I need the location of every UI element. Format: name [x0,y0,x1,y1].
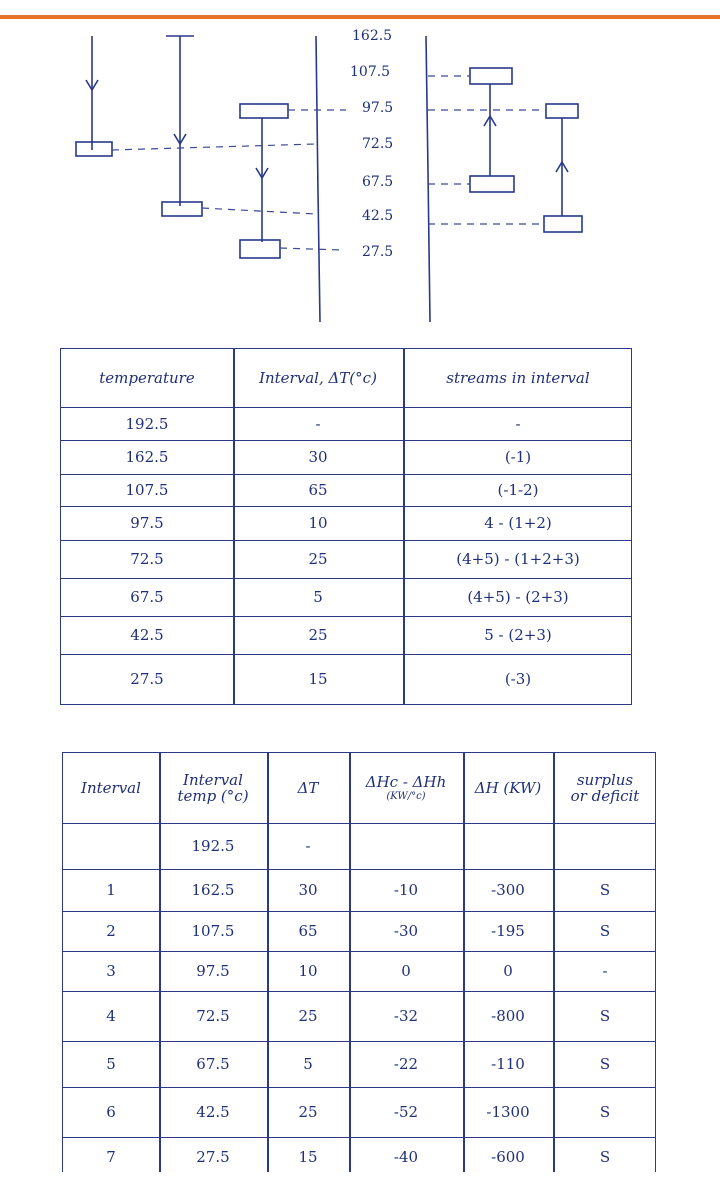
interval-cell: 3 [106,962,116,980]
interval-cell: 65 [308,481,328,499]
interval-cell: 7 [106,1148,116,1166]
temperature-cell: 27.5 [130,670,164,688]
streams-cell: - [515,414,521,433]
table-row [63,911,655,952]
stream-box [240,240,280,258]
surplus-cell [553,823,657,869]
surplus-cell: S [599,881,611,899]
problem-table [62,752,656,1172]
column-divider [403,349,405,704]
temp-cell: 162.5 [191,881,235,899]
header-interval-temp [159,753,267,823]
streams-cell: 4 - (1+2) [484,514,552,532]
dashed-link [112,144,316,150]
delta-h-cell: 0 [503,962,513,980]
problem-table-header [63,753,655,824]
delta-t-cell: 5 [303,1055,313,1073]
temperature-cell: 67.5 [130,588,164,606]
temp-label-107: 107.5 [350,64,391,80]
dashed-link [280,248,342,250]
interval-cell: 2 [106,922,116,940]
table-row [63,1087,655,1138]
temperature-cell: 72.5 [130,550,164,568]
table-row [61,540,631,579]
table-row [63,991,655,1042]
stream-box [470,68,512,84]
delta-h-rate-cell: -52 [393,1103,419,1121]
temp-label-162: 162.5 [352,28,393,44]
delta-h-rate-cell: -40 [393,1148,419,1166]
header-temperature: temperature [99,369,195,387]
axis-left-line [316,36,320,322]
table-row [63,1041,655,1088]
interval-cell: 30 [308,448,328,466]
table-row [63,869,655,912]
temp-cell: 97.5 [196,962,230,980]
stream-box [470,176,514,192]
header-delta-t: ΔT [297,779,319,797]
temperature-interval-diagram [0,22,720,332]
table-row [61,506,631,541]
column-divider [349,753,351,1172]
table-row [63,951,655,992]
delta-h-cell: -110 [491,1055,525,1073]
delta-h-rate-cell: -32 [393,1007,419,1025]
delta-t-cell: 15 [298,1148,318,1166]
dashed-link [202,208,316,214]
delta-h-cell: -1300 [486,1103,530,1121]
streams-cell: (4+5) - (1+2+3) [456,550,580,568]
table-row [63,823,655,870]
surplus-cell: S [599,922,611,940]
temperature-cell: 162.5 [125,448,169,466]
delta-t-cell: 25 [298,1007,318,1025]
table-row [61,440,631,475]
accent-line [0,15,720,19]
temperature-cell: 192.5 [125,414,169,433]
surplus-cell: S [599,1055,611,1073]
header-interval: Interval [81,779,141,797]
interval-cell: 5 [106,1055,116,1073]
delta-t-cell: - [305,837,311,855]
interval-table-header [61,349,631,408]
delta-h-cell [463,823,553,869]
column-divider [233,349,235,704]
delta-h-rate-cell [349,823,463,869]
streams-cell: (-1-2) [497,481,539,499]
interval-cell: 1 [106,881,116,899]
temperature-cell: 107.5 [125,481,169,499]
stream-box [544,216,582,232]
delta-t-cell: 25 [298,1103,318,1121]
delta-h-rate-cell: -10 [393,881,419,899]
surplus-cell: - [602,962,608,980]
temp-label-42: 42.5 [362,208,394,224]
surplus-cell: S [599,1007,611,1025]
header-delta-h-rate [349,753,463,823]
temp-label-67: 67.5 [362,174,394,190]
column-divider [553,753,555,1172]
table-row [61,654,631,704]
delta-t-cell: 10 [298,962,318,980]
interval-cell: 6 [106,1103,116,1121]
streams-cell: (-1) [504,448,532,466]
temp-cell: 42.5 [196,1103,230,1121]
header-delta-h-kw: ΔH (KW) [474,779,542,797]
table-row [61,407,631,441]
header-streams: streams in interval [446,369,590,387]
temp-label-27: 27.5 [362,244,394,260]
surplus-cell: S [599,1148,611,1166]
interval-cell: 25 [308,626,328,644]
delta-h-cell: -300 [491,881,525,899]
stream-box [162,202,202,216]
stream-box [76,142,112,156]
table-row [61,578,631,617]
header-delta-h-line1: ΔHc - ΔHh [365,773,447,792]
temp-label-72: 72.5 [362,136,394,152]
streams-cell: (-3) [504,670,532,688]
header-surplus-line2: or deficit [570,787,640,805]
interval-cell: - [315,414,321,433]
table-row [63,1137,655,1177]
table-row [61,616,631,655]
interval-cell: 15 [308,670,328,688]
temp-cell: 192.5 [191,837,235,855]
delta-h-cell: -195 [491,922,525,940]
delta-t-cell: 65 [298,922,318,940]
header-surplus-line1: surplus [576,770,634,789]
header-surplus [553,753,657,823]
header-interval-temp-line2: temp (°c) [177,787,249,805]
column-divider [463,753,465,1172]
interval-cell: 4 [106,1007,116,1025]
interval-cell [63,823,159,869]
column-divider [159,753,161,1172]
delta-h-rate-cell: -22 [393,1055,419,1073]
surplus-cell: S [599,1103,611,1121]
streams-cell: 5 - (2+3) [484,626,552,644]
axis-right-line [426,36,430,322]
stream-box [240,104,288,118]
temp-cell: 107.5 [191,922,235,940]
header-delta-h-line2: (KW/°c) [386,790,426,802]
interval-cell: 10 [308,514,328,532]
delta-h-rate-cell: 0 [401,962,411,980]
column-divider [267,753,269,1172]
interval-cell: 25 [308,550,328,568]
stream-box [546,104,578,118]
streams-cell: (4+5) - (2+3) [467,588,569,606]
delta-h-rate-cell: -30 [393,922,419,940]
interval-cell: 5 [313,588,323,606]
top-bar [0,0,720,20]
header-interval: Interval, ΔT(°c) [259,369,377,387]
delta-h-cell: -800 [491,1007,525,1025]
temp-cell: 27.5 [196,1148,230,1166]
table-row [61,474,631,507]
interval-table [60,348,632,705]
delta-h-cell: -600 [491,1148,525,1166]
temperature-cell: 97.5 [130,514,164,532]
temp-label-97: 97.5 [362,100,394,116]
temp-cell: 67.5 [196,1055,230,1073]
temperature-cell: 42.5 [130,626,164,644]
temp-cell: 72.5 [196,1007,230,1025]
header-interval-temp-line1: Interval [183,770,243,789]
delta-t-cell: 30 [298,881,318,899]
